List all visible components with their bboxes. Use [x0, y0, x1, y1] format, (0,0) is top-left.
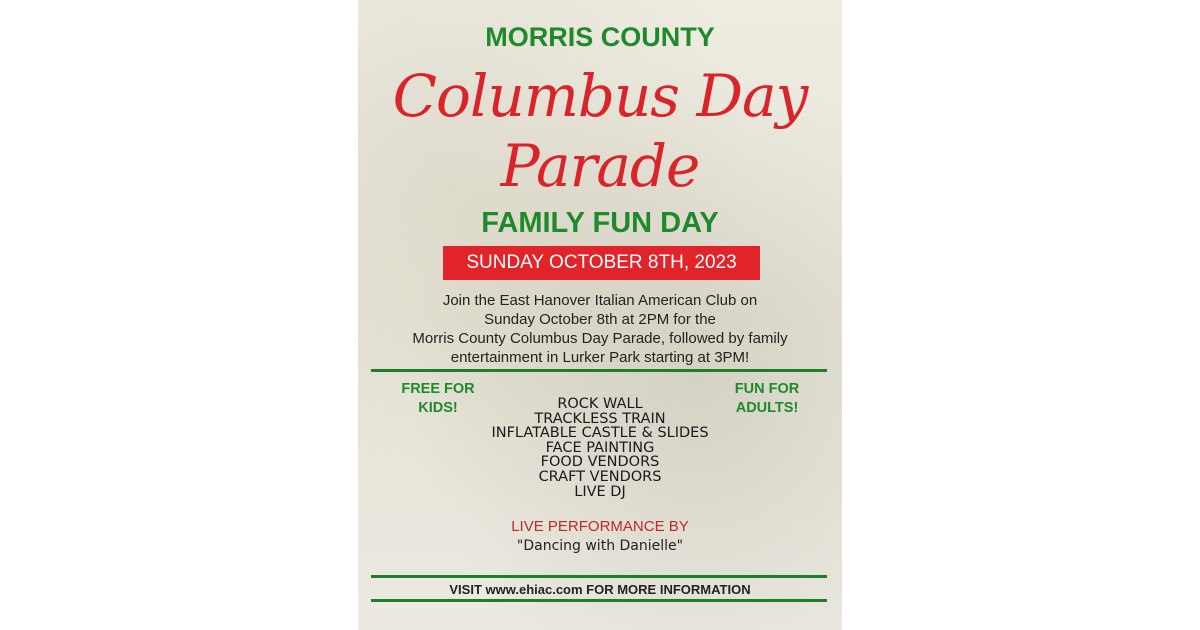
- event-title-line2: Parade: [500, 132, 700, 200]
- performer-name: "Dancing with Danielle": [516, 538, 684, 554]
- divider: [371, 575, 827, 578]
- description-line: Sunday October 8th at 2PM for the: [484, 311, 716, 328]
- website-note: VISIT www.ehiac.com FOR MORE INFORMATION: [449, 582, 751, 597]
- county-heading: MORRIS COUNTY: [485, 22, 715, 52]
- note-line: KIDS!: [418, 400, 458, 416]
- activity-item: ROCK WALL: [557, 396, 643, 412]
- subtitle: FAMILY FUN DAY: [481, 207, 719, 239]
- divider: [371, 369, 827, 372]
- description-line: Morris County Columbus Day Parade, followed by family: [412, 330, 788, 347]
- description-line: Join the East Hanover Italian American Club on: [442, 292, 758, 309]
- activity-item: CRAFT VENDORS: [538, 468, 662, 485]
- note-line: ADULTS!: [735, 400, 799, 416]
- activities-list: [358, 397, 842, 499]
- activity-item: INFLATABLE CASTLE & SLIDES: [491, 425, 709, 442]
- performance-label: LIVE PERFORMANCE BY: [511, 518, 689, 535]
- event-flyer: [358, 0, 842, 630]
- activity-item: LIVE DJ: [574, 483, 626, 500]
- note-line: FUN FOR: [734, 381, 800, 397]
- activity-item: TRACKLESS TRAIN: [534, 410, 666, 427]
- divider: [371, 599, 827, 602]
- description-line: entertainment in Lurker Park starting at 3PM!: [450, 349, 750, 366]
- event-title-line1: Columbus Day: [392, 62, 808, 130]
- activity-item: FOOD VENDORS: [540, 454, 660, 471]
- activity-item: FACE PAINTING: [545, 439, 655, 456]
- date-banner: SUNDAY OCTOBER 8TH, 2023: [443, 246, 760, 280]
- description: [358, 291, 842, 367]
- note-line: FREE FOR: [401, 381, 475, 397]
